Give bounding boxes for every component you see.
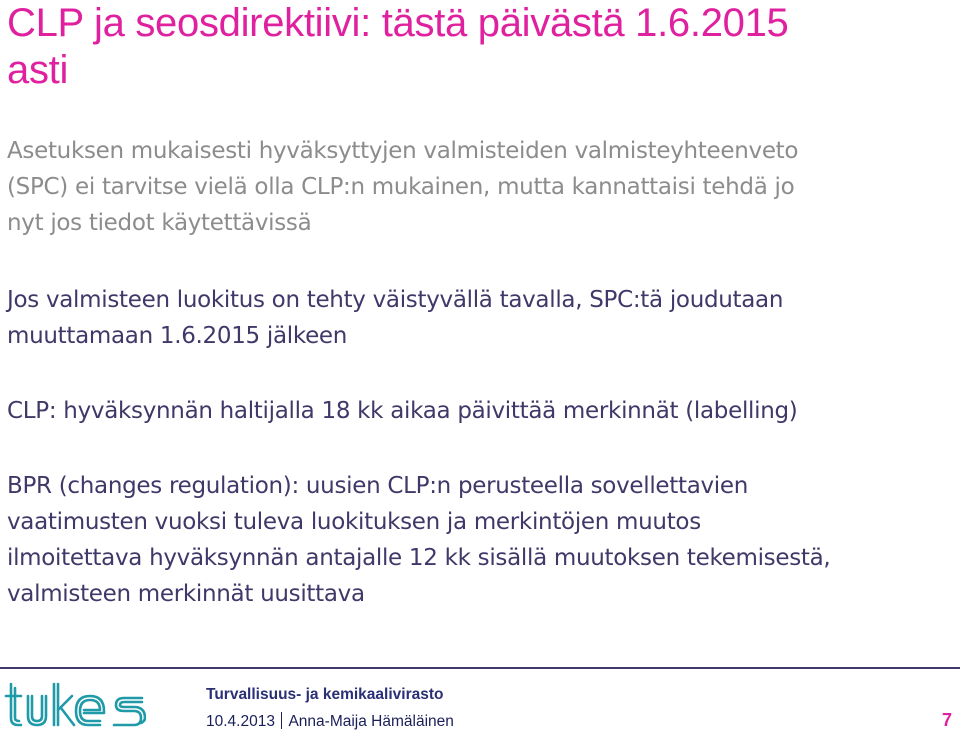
slide-title-line: asti [7, 48, 69, 92]
footer-divider [0, 667, 960, 669]
paragraph-line: nyt jos tiedot käytettävissä [7, 210, 312, 236]
paragraph-line: BPR (changes regulation): uusien CLP:n perusteella sovellettavien [7, 473, 749, 499]
paragraph-line: muuttamaan 1.6.2015 jälkeen [7, 323, 348, 349]
page-number: 7 [941, 710, 952, 730]
paragraph-line: valmisteen merkinnät uusittava [7, 581, 365, 607]
bullet-paragraph-labelling [7, 393, 952, 429]
tukes-logo [4, 680, 146, 728]
footer-author: Anna-Maija Hämäläinen [288, 713, 454, 730]
paragraph-line: ilmoitettava hyväksynnän antajalle 12 kk sisällä muutoksen tekemisestä, [7, 545, 831, 571]
paragraph-line: (SPC) ei tarvitse vielä olla CLP:n mukainen, mutta kannattaisi tehdä jo [7, 174, 795, 200]
bullet-paragraph-bpr [7, 468, 952, 612]
paragraph-line: Jos valmisteen luokitus on tehty väistyvällä tavalla, SPC:tä joudutaan [7, 287, 784, 313]
slide-title [7, 0, 952, 94]
organization-name: Turvallisuus- ja kemikaalivirasto [206, 686, 444, 703]
paragraph-line: CLP: hyväksynnän haltijalla 18 kk aikaa päivittää merkinnät (labelling) [7, 398, 798, 424]
footer-meta [206, 712, 454, 731]
footer-date: 10.4.2013 [206, 713, 275, 730]
paragraph-line: Asetuksen mukaisesti hyväksyttyjen valmisteiden valmisteyhteenveto [7, 138, 799, 164]
bullet-paragraph-classification [7, 282, 952, 354]
bullet-paragraph-spc [7, 133, 952, 241]
footer-separator [281, 712, 283, 729]
slide-title-line: CLP ja seosdirektiivi: tästä päivästä 1.6.2015 [7, 1, 789, 45]
paragraph-line: vaatimusten vuoksi tuleva luokituksen ja merkintöjen muutos [7, 509, 701, 535]
